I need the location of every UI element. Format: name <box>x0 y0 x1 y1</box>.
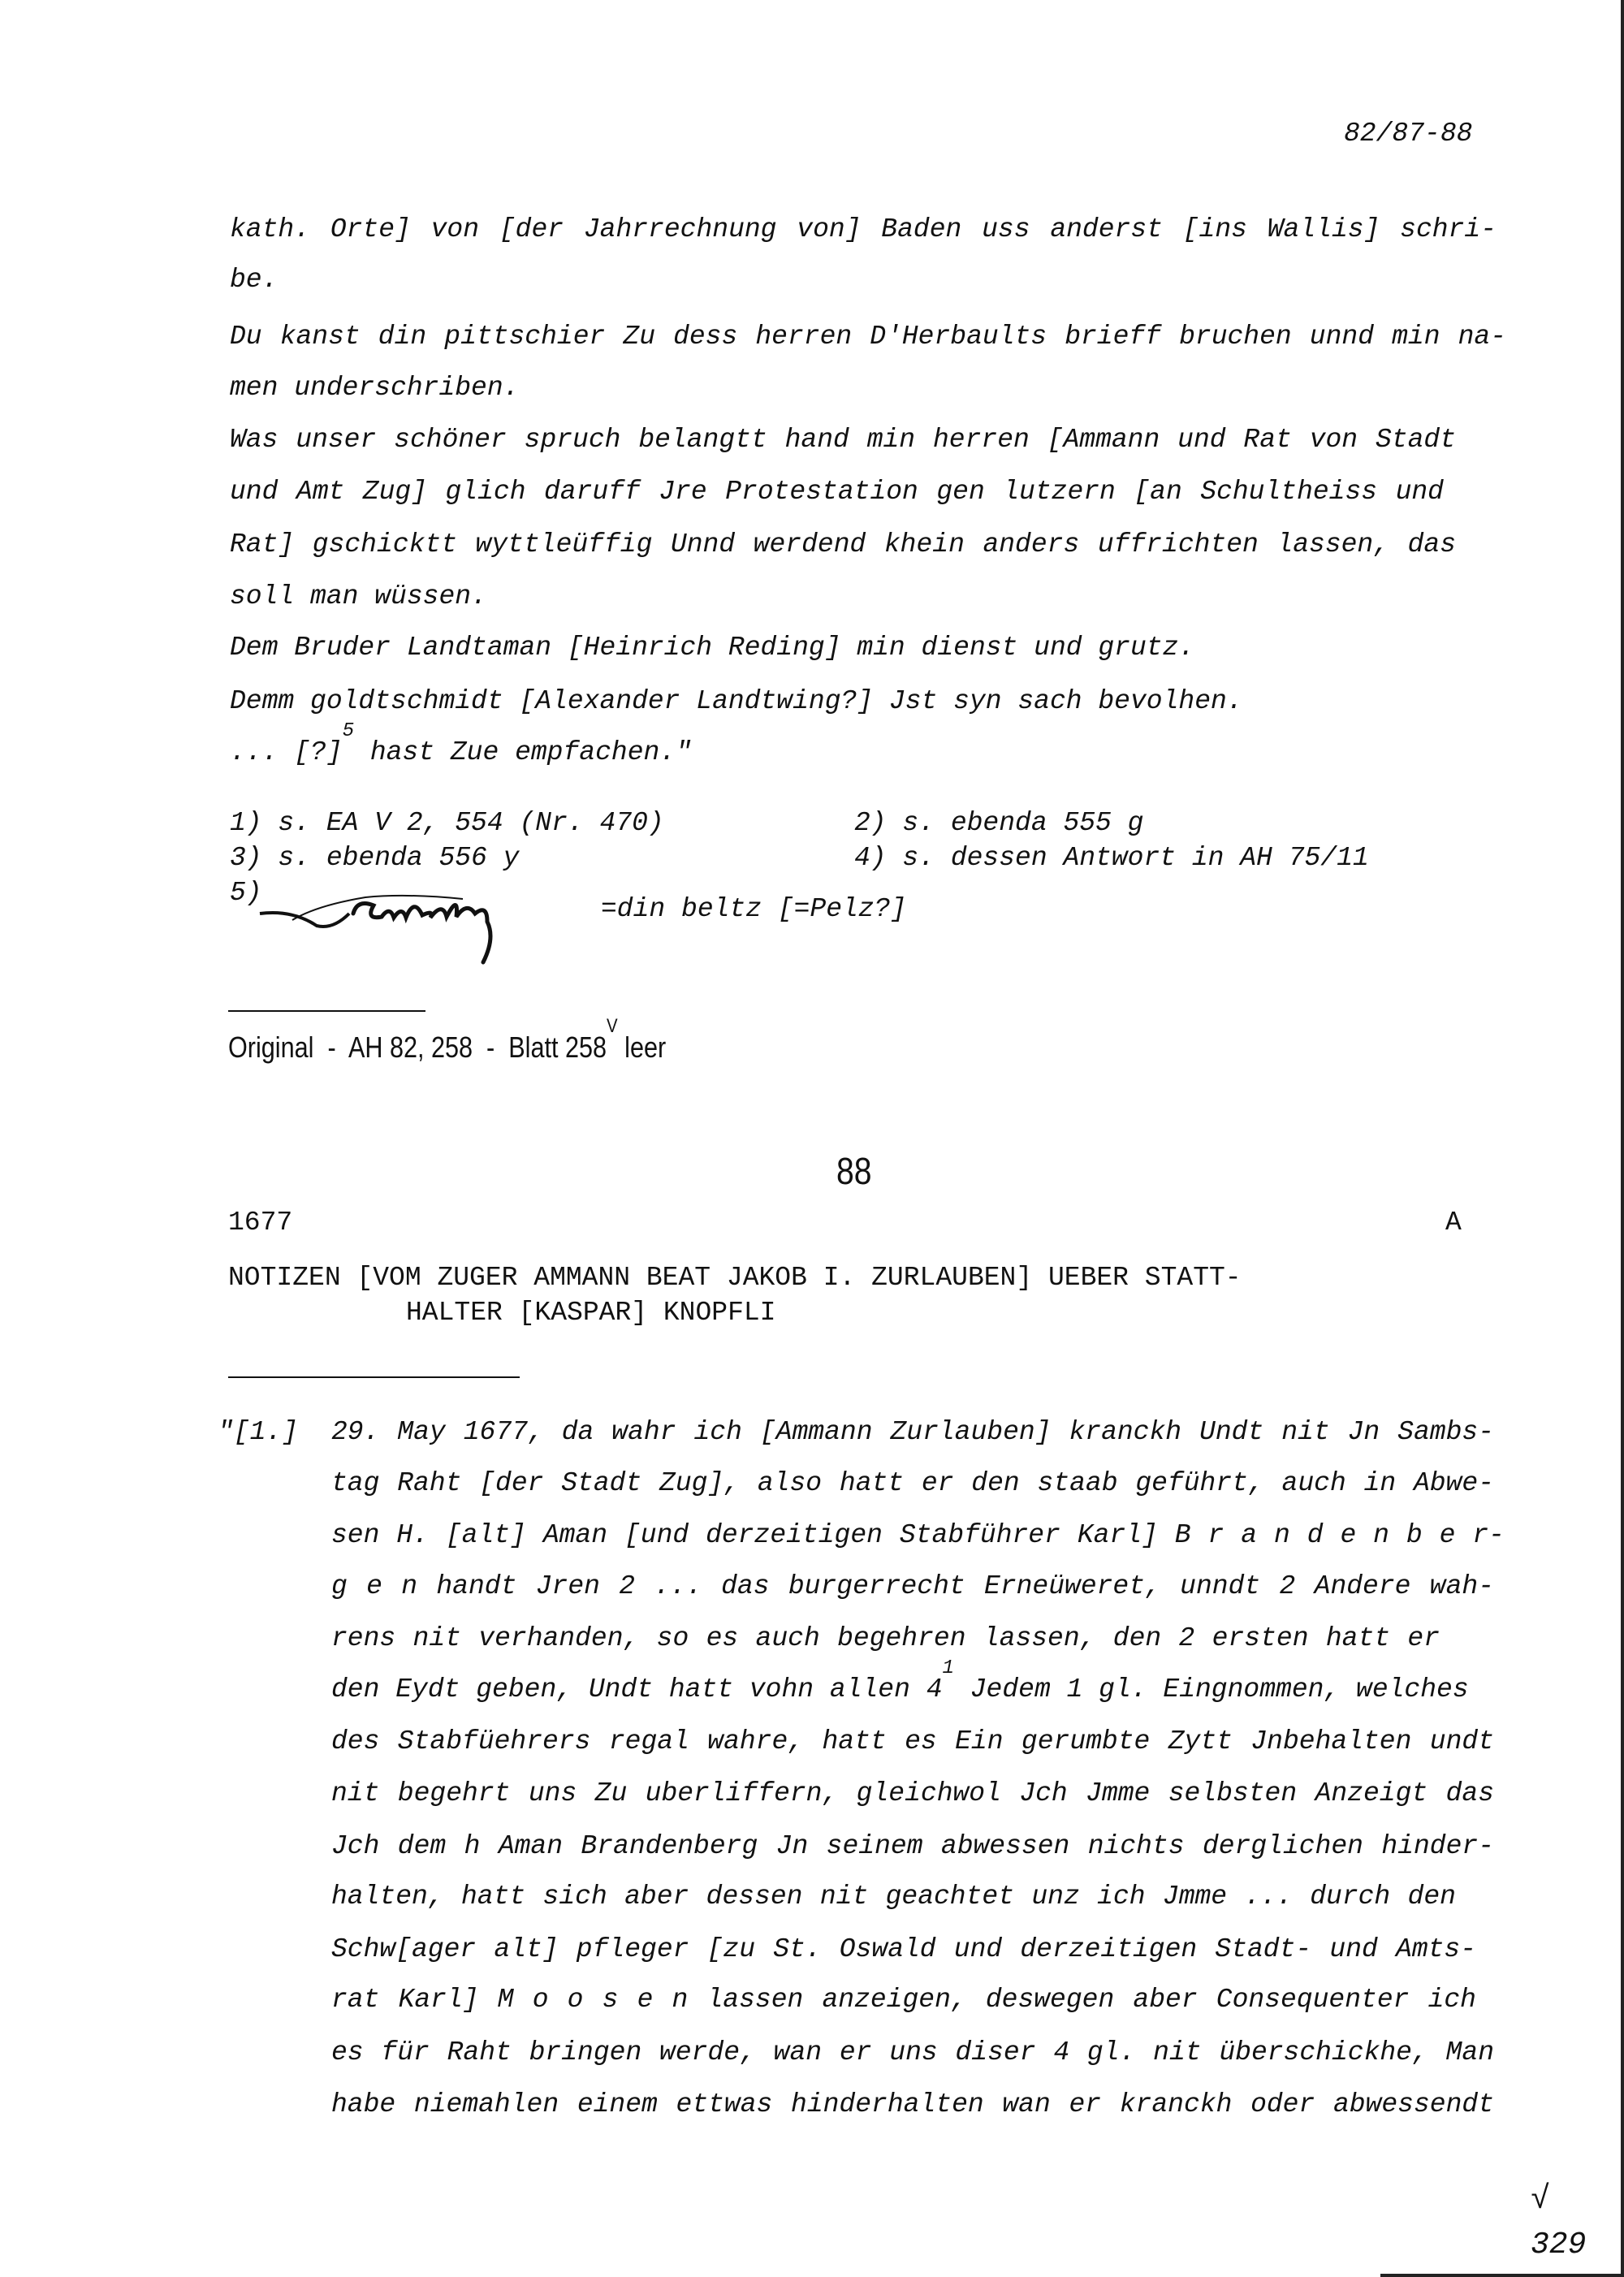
text-line: g e n handt Jren 2 ... das burgerrecht Erneüweret, unndt 2 Andere wah- <box>331 1571 1494 1601</box>
text-line: men underschriben. <box>230 373 520 403</box>
footnote-5-label: 5) <box>230 878 262 908</box>
text-line: habe niemahlen einem ettwas hinderhalten wan er kranckh oder abwessendt <box>331 2089 1494 2119</box>
text-line: Du kanst din pittschier Zu dess herren D'Herbaults brieff bruchen unnd min na- <box>230 322 1506 352</box>
text-line: sen H. [alt] Aman [und derzeitigen Stabführer Karl] B r a n d e n b e r- <box>331 1520 1505 1550</box>
text-fragment: ... [?] <box>230 737 343 767</box>
text-line: 29. May 1677, da wahr ich [Ammann Zurlauben] kranckh Undt nit Jn Sambs- <box>331 1417 1494 1447</box>
text-line <box>230 720 692 769</box>
text-line: Rat] gschicktt wyttleüffig Unnd werdend khein anders uffrichten lassen, das <box>230 529 1456 560</box>
handwritten-signature-image <box>244 881 568 970</box>
text-line: es für Raht bringen werde, wan er uns diser 4 gl. nit überschickhe, Man <box>331 2037 1494 2067</box>
text-line: nit begehrt uns Zu uberliffern, gleichwol Jch Jmme selbsten Anzeigt das <box>331 1778 1494 1808</box>
text-fragment: den Eydt geben, Undt hatt vohn allen 4 <box>331 1674 943 1705</box>
page-border-right <box>1621 0 1624 2277</box>
document-category: A <box>1445 1208 1462 1238</box>
text-line <box>331 1657 1469 1706</box>
footnote-4: 4) s. dessen Antwort in AH 75/11 <box>854 843 1369 873</box>
document-title-line-1: NOTIZEN [VOM ZUGER AMMANN BEAT JAKOB I. ZURLAUBEN] UEBER STATT- <box>228 1263 1242 1293</box>
text-line: des Stabfüehrers regal wahre, hatt es Ein gerumbte Zytt Jnbehalten undt <box>331 1726 1494 1756</box>
text-line: und Amt Zug] glich daruff Jre Protestation gen lutzern [an Schultheiss und <box>230 477 1444 507</box>
item-label: "[1.] <box>218 1417 299 1447</box>
text-line: Was unser schöner spruch belangtt hand min herren [Ammann und Rat von Stadt <box>230 425 1456 455</box>
text-line: soll man wüssen. <box>230 581 487 611</box>
document-title-line-2: HALTER [KASPAR] KNOPFLI <box>406 1298 776 1328</box>
text-line: Demm goldtschmidt [Alexander Landtwing?] Jst syn sach bevolhen. <box>230 686 1243 716</box>
text-fragment: Jedem 1 gl. Eingnommen, welches <box>970 1674 1469 1705</box>
footnote-ref: 5 <box>342 720 355 742</box>
text-line: tag Raht [der Stadt Zug], also hatt er den staab geführt, auch in Abwe- <box>331 1468 1494 1498</box>
text-line: kath. Orte] von [der Jahrrechnung von] Baden uss anderst [ins Wallis] schri- <box>230 214 1497 244</box>
text-line: halten, hatt sich aber dessen nit geachtet unz ich Jmme ... durch den <box>331 1882 1456 1912</box>
footnote-ref: 1 <box>942 1657 954 1679</box>
footnote-3: 3) s. ebenda 556 y <box>230 843 520 873</box>
separator-rule <box>228 1010 425 1012</box>
source-line <box>228 1015 667 1064</box>
text-line: be. <box>230 265 279 295</box>
document-year: 1677 <box>228 1208 293 1238</box>
source-suffix: leer <box>617 1030 667 1064</box>
text-line: Jch dem h Aman Brandenberg Jn seinem abwessen nichts derglichen hinder- <box>331 1831 1494 1861</box>
footnote-1: 1) s. EA V 2, 554 (Nr. 470) <box>230 808 664 838</box>
text-line: rens nit verhanden, so es auch begehren lassen, den 2 ersten hatt er <box>331 1623 1440 1653</box>
source-sup: V <box>607 1015 618 1037</box>
handwritten-check-mark: √ <box>1531 2182 1551 2219</box>
text-line: rat Karl] M o o s e n lassen anzeigen, deswegen aber Consequenter ich <box>331 1985 1476 2015</box>
footnote-5-text: =din beltz [=Pelz?] <box>601 894 907 924</box>
document-number: 88 <box>836 1150 872 1192</box>
page-border-bottom <box>1380 2274 1624 2277</box>
text-line: Dem Bruder Landtaman [Heinrich Reding] min dienst und grutz. <box>230 633 1195 663</box>
text-fragment: hast Zue empfachen." <box>369 737 692 767</box>
text-line: Schw[ager alt] pfleger [zu St. Oswald und derzeitigen Stadt- und Amts- <box>331 1934 1476 1964</box>
source-text: Original - AH 82, 258 - Blatt 258 <box>228 1030 607 1064</box>
page-reference: 82/87-88 <box>1344 119 1473 149</box>
handwritten-folio-number: 329 <box>1531 2227 1587 2262</box>
title-separator-rule <box>228 1376 520 1378</box>
footnote-2: 2) s. ebenda 555 g <box>854 808 1144 838</box>
